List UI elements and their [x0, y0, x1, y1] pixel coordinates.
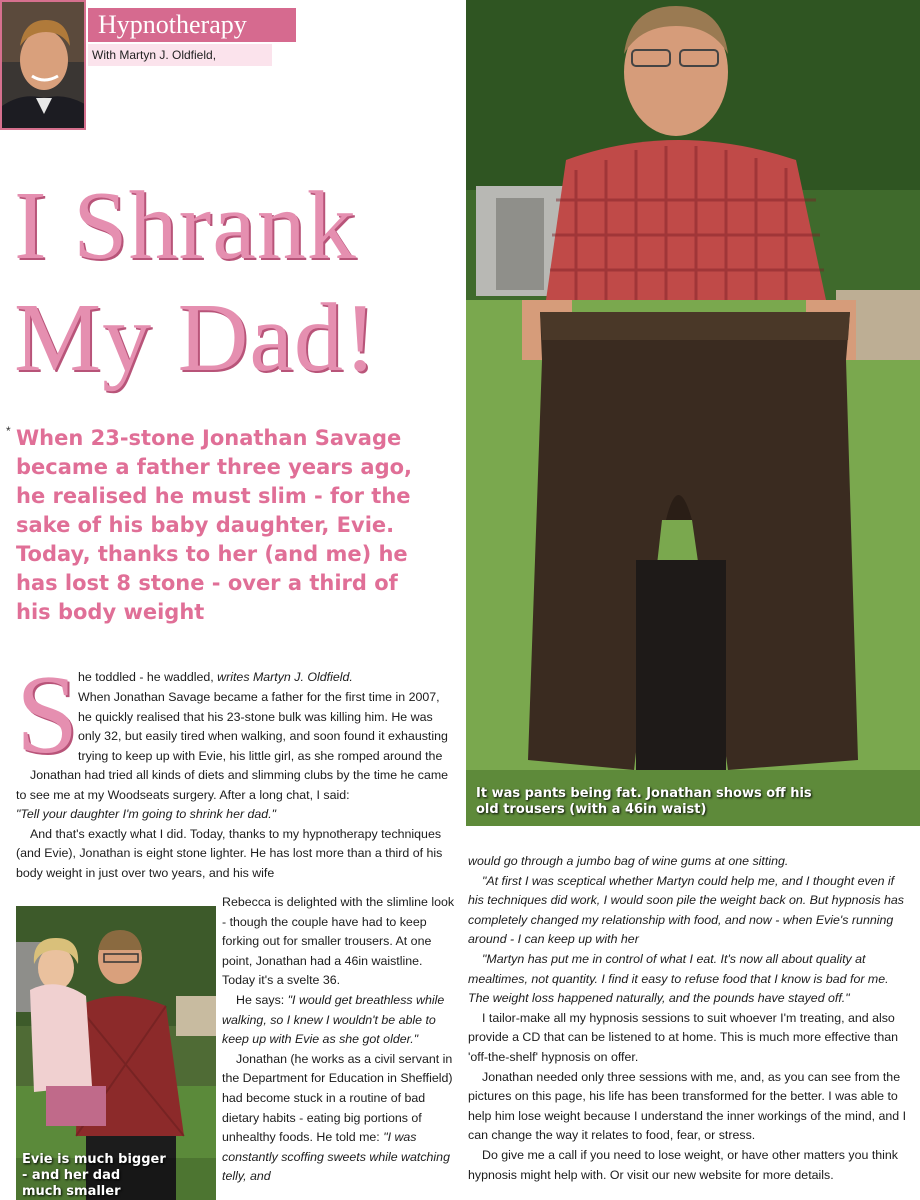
standfirst-asterisk: *: [6, 424, 11, 438]
evie-and-dad-photo: [16, 906, 216, 1200]
paragraph-4-cont: Rebecca is delighted with the slimline look - though the couple have had to keep forking out for smaller trousers. At one point, Jonathan had a 46in waistline. Today it's a svelte 36.: [222, 895, 455, 988]
drop-cap: S: [16, 653, 79, 777]
author-photo: [0, 0, 86, 130]
headline-line-2: My Dad!: [14, 284, 378, 392]
intro-block: [78, 668, 454, 688]
paragraph-r1: would go through a jumbo bag of wine gums at one sitting.: [468, 854, 789, 868]
small-caption-line-2: - and her dad: [22, 1168, 121, 1183]
left-column-mid: [16, 766, 460, 884]
paragraph-6: Jonathan (he works as a civil servant in the Department for Education in Sheffield) had become stuck in a routine of bad dietary habits - eating big portions of unhealthy foods. He told me: "I was constantly scoffing sweets while watching telly, and: [222, 1051, 453, 1184]
paragraph-3: Jonathan had tried all kinds of diets and slimming clubs by the time he came to see me at my Woodseats surgery. After a long chat, I said:: [16, 768, 449, 802]
headline: [14, 170, 464, 394]
main-photo-caption: [476, 786, 916, 818]
trousers-photo: [466, 0, 920, 826]
right-column: [468, 852, 908, 1185]
paragraph-r3: "Martyn has put me in control of what I eat. It's now all about quality at mealtimes, not quantity. I find it easy to refuse food that I know is bad for me. The weight loss happened naturally, and the pounds have stayed off.": [468, 951, 889, 1006]
paragraph-r4: I tailor-make all my hypnosis sessions to suit whoever I'm treating, and also provide a CD that can be listened to at home. This is much more effective than 'off-the-shelf' hypnosis on offer.: [468, 1010, 898, 1064]
small-caption-line-3: much smaller: [22, 1184, 121, 1199]
main-caption-line-1: It was pants being fat. Jonathan shows off his: [476, 786, 812, 801]
paragraph-r6: Do give me a call if you need to lose weight, or have other matters you think hypnosis might help with. Or visit our new website for more details.: [468, 1147, 898, 1182]
writer-credit: writes Martyn J. Oldfield.: [217, 670, 353, 684]
paragraph-1: he toddled - he waddled, writes Martyn J. Oldfield.: [78, 670, 353, 684]
author-portrait: [2, 2, 86, 130]
main-photo-image: [466, 0, 920, 826]
left-column-top: [16, 688, 460, 766]
main-caption-line-2: old trousers (with a 46in waist): [476, 802, 707, 817]
paragraph-5: He says: "I would get breathless while walking, so I knew I wouldn't be able to keep up with Evie as she got older.": [222, 992, 445, 1047]
standfirst: When 23-stone Jonathan Savage became a father three years ago, he realised he must slim - for the sake of his baby daughter, Evie. Today, thanks to her (and me) he has lost 8 stone - over a third of his body weight: [16, 426, 413, 624]
small-caption-line-1: Evie is much bigger: [22, 1152, 166, 1167]
paragraph-r2: "At first I was sceptical whether Martyn could help me, and I thought even if his techniques did work, I would soon pile the weight back on. But hypnosis has completely changed my relationship with food, and now - when Evie's running around - I can keep up with her: [468, 873, 904, 947]
column-byline: With Martyn J. Oldfield,: [88, 44, 272, 66]
headline-line-1: I Shrank: [14, 172, 357, 280]
paragraph-2a: When Jonathan Savage became a father for the first time in 2007, he quickly realised that his 23-stone bulk was killing him. He was only 32, but easily tired when walking, and soon found it exhausting trying to keep up with Evie, his little girl, as she romped around the: [78, 690, 448, 763]
paragraph-4: And that's exactly what I did. Today, thanks to my hypnotherapy techniques (and Evie), Jonathan is eight stone lighter. He has lost more than a third of his body weight in just over two years, and his wife: [16, 826, 443, 880]
left-column-narrow: [222, 893, 458, 1187]
paragraph-r5: Jonathan needed only three sessions with me, and, as you can see from the pictures on this page, his life has been transformed for the better. I was able to help him lose weight because I understand the inner workings of the mind, and I can change the way it relates to food, fear, or stress.: [468, 1069, 907, 1143]
column-title-banner: Hypnotherapy: [88, 8, 296, 42]
paragraph-3-quote: "Tell your daughter I'm going to shrink her dad.": [16, 807, 277, 822]
small-photo-caption: [22, 1152, 212, 1200]
